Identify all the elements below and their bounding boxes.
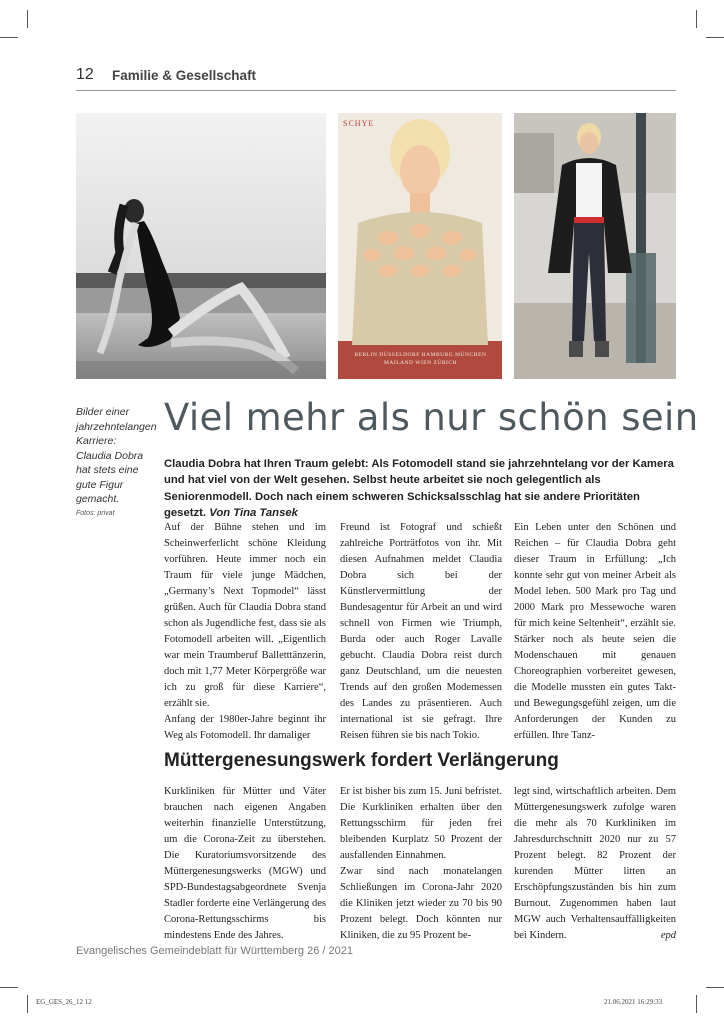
beach-photo-illustration xyxy=(76,113,326,379)
photo-caption: Bilder einer jahrzehntelangen Karriere: Claudia Dobra hat stets eine gute Figur gemacht. xyxy=(76,406,157,505)
article-lead xyxy=(164,456,678,521)
knit-photo-illustration xyxy=(338,113,502,379)
paragraph: Zwar sind nach monatelangen Schließungen im Corona-Jahr 2020 die Kliniken jetzt wieder zu 70 bis 90 Prozent belegt. Doch könnten nur Kliniken, die zu 95 Prozent be- xyxy=(340,866,502,941)
page-number: 12 xyxy=(76,66,94,83)
crop-mark xyxy=(696,995,697,1013)
paragraph: Kurkliniken für Mütter und Väter brauchen nach eigenen Angaben weiterhin finanzielle Unterstützung, um die Corona-Zeit zu überstehen. Die Kuratoriumsvorsitzende des Müttergenesungswerks (MGW) und SPD-Bundestagsabgeordnete Svenja Stadler forderte eine Verlängerung des Corona-Rettungsschirms bis mindestens Ende des Jahres. xyxy=(164,786,326,941)
paragraph: Ein Leben unter den Schönen und Reichen – für Claudia Dobra geht dieser Traum in Erfüllung: „Ich konnte sehr gut von meiner Arbeit als Model leben. 500 Mark pro Tag und 2000 Mark pro Messewoche waren für mich keine Seltenheit“, erzählt sie. Stärker noch als heute seien die Modenschauen mit genauen Choreographien vorbereitet gewesen, die Modelle mussten ein gutes Takt- und Bewegungsgefühl zeigen, um die Anforderungen der Kunden zu erfüllen. Ihre Tanz- xyxy=(514,522,676,741)
article2-column-3 xyxy=(514,784,676,944)
crop-mark xyxy=(27,10,28,28)
paragraph: Er ist bisher bis zum 15. Juni befristet. Die Kurkliniken erhalten über den Rettungsschirm für jeden frei bleibenden Kurplatz 50 Prozent der ausfallenden Einnahmen. xyxy=(340,786,502,861)
section-title: Familie & Gesellschaft xyxy=(112,68,257,83)
crop-mark xyxy=(0,37,18,38)
crop-mark xyxy=(0,987,18,988)
crop-mark xyxy=(706,37,724,38)
author-byline: Von Tina Tansek xyxy=(209,506,298,519)
paragraph: Anfang der 1980er-Jahre beginnt ihr Weg als Fotomodell. Ihr damaliger xyxy=(164,714,326,741)
crop-mark xyxy=(706,987,724,988)
article-column-3 xyxy=(514,520,676,744)
cities-line: BERLIN DÜSSELDORF HAMBURG MÜNCHEN xyxy=(354,352,487,358)
article-column-2 xyxy=(340,520,502,744)
paragraph: Auf der Bühne stehen und im Scheinwerferlicht schöne Kleidung vorführen. Heute immer noch ein Traum für viele junge Mädchen, „Germany’s Next Topmodel“ lässt grüßen. Auch für Claudia Dobra stand schon als Jugendliche fest, dass sie als Fotomodell arbeiten will. „Eigentlich war mein Traumberuf Balletttänzerin, doch mit 1,77 Meter Körpergröße war ich zu groß für diese Karriere“, erzählt sie. xyxy=(164,522,326,709)
article2-column-2 xyxy=(340,784,502,944)
paragraph xyxy=(514,784,676,944)
photo-beach-model xyxy=(76,113,326,379)
photo-cities-text xyxy=(348,351,493,367)
article2-headline: Müttergenesungswerk fordert Verlängerung xyxy=(164,750,559,771)
paragraph: Freund ist Fotograf und schießt zahlreiche Porträtfotos von ihr. Mit diesen Aufnahmen meldet Claudia Dobra sich bei der Künstlervermittlung der Bundesagentur für Arbeit an und wird schnell von Firmen wie Triumph, Burda oder auch Roger Lavalle gebucht. Claudia Dobra reist durch ganz Deutschland, um die neuesten Trends auf den großen Modemessen des Landes zu präsentieren. Auch international ist sie gefragt. Ihre Reisen führen sie bis nach Tokio. xyxy=(340,522,502,741)
article-headline: Viel mehr als nur schön sein xyxy=(164,396,699,439)
paragraph-text: legt sind, wirtschaftlich arbeiten. Dem Müttergenesungswerk zufolge waren die mehr als 70 Kurkliniken im Jahresdurchschnitt 2020 nur zu 57 Prozent belegt. 82 Prozent der kurenden Mütter litten an Erschöpfungszuständen bis hin zum Burnout. Zugenommen haben laut MGW auch Verhaltensauffälligkeiten bei Kindern. xyxy=(514,786,676,941)
crop-mark xyxy=(27,995,28,1013)
lead-text: Claudia Dobra hat Ihren Traum gelebt: Als Fotomodell stand sie jahrzehntelang vor der Kamera und hat viel von der Welt gesehen. Selbst heute arbeitet sie noch gelegentlich als Seniorenmodell. Doch nach einem schweren Schicksalsschlag hat sie andere Prioritäten gesetzt. xyxy=(164,458,674,519)
article2-column-1 xyxy=(164,784,326,944)
article-column-1 xyxy=(164,520,326,744)
source-tag: epd xyxy=(660,930,676,941)
cities-line: MAILAND WIEN ZÜRICH xyxy=(384,360,457,366)
print-slug-right: 21.06.2021 16:29:33 xyxy=(604,998,663,1006)
photo-credit: Fotos: privat xyxy=(76,510,115,517)
brand-logo: SCHYE xyxy=(343,119,375,128)
photo-street-fashion xyxy=(514,113,676,379)
photo-knit-top xyxy=(338,113,502,379)
header-rule xyxy=(76,90,676,91)
street-photo-illustration xyxy=(514,113,676,379)
crop-mark xyxy=(696,10,697,28)
print-slug-left: EG_GES_26_12 12 xyxy=(36,998,92,1006)
page-footer: Evangelisches Gemeindeblatt für Württemberg 26 / 2021 xyxy=(76,945,353,957)
